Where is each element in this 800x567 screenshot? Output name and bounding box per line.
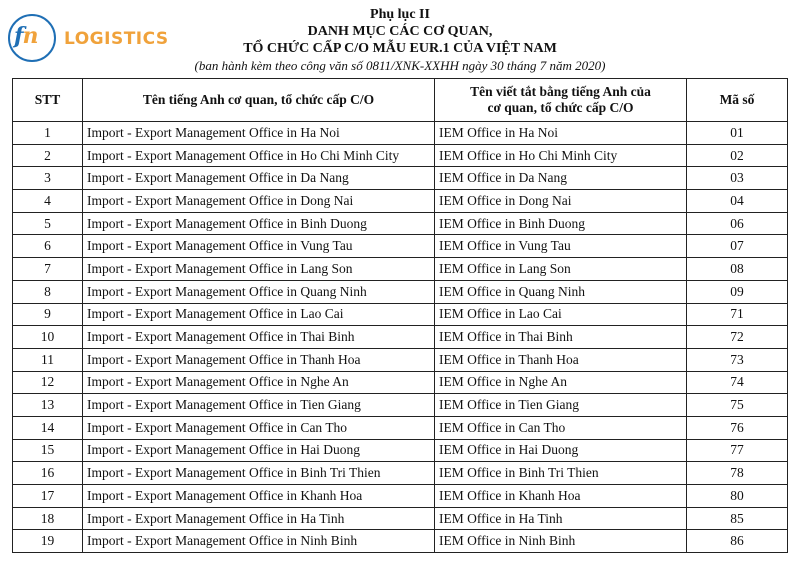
cell-stt: 15 (13, 439, 83, 462)
table-row (13, 371, 788, 394)
cell-name: Import - Export Management Office in Lang Son (83, 258, 435, 281)
col-header-abbr-line-1: Tên viết tắt bằng tiếng Anh của (470, 84, 651, 99)
cell-stt: 12 (13, 371, 83, 394)
cell-name: Import - Export Management Office in Ha Noi (83, 122, 435, 145)
col-header-abbr-line-2: cơ quan, tổ chức cấp C/O (487, 100, 634, 115)
cell-abbr: IEM Office in Ho Chi Minh City (435, 144, 687, 167)
cell-code: 85 (687, 507, 788, 530)
cell-code: 76 (687, 416, 788, 439)
cell-abbr: IEM Office in Binh Duong (435, 212, 687, 235)
table-row (13, 439, 788, 462)
cell-code: 01 (687, 122, 788, 145)
cell-abbr: IEM Office in Thanh Hoa (435, 348, 687, 371)
col-header-name: Tên tiếng Anh cơ quan, tổ chức cấp C/O (83, 79, 435, 122)
cell-name: Import - Export Management Office in Nghe An (83, 371, 435, 394)
cell-code: 06 (687, 212, 788, 235)
cell-name: Import - Export Management Office in Lao Cai (83, 303, 435, 326)
appendix-title: Phụ lục II (370, 7, 430, 22)
document-subtitle: (ban hành kèm theo công văn số 0811/XNK-XXHH ngày 30 tháng 7 năm 2020) (194, 58, 606, 73)
cell-code: 77 (687, 439, 788, 462)
cell-name: Import - Export Management Office in Quang Ninh (83, 280, 435, 303)
cell-stt: 3 (13, 167, 83, 190)
cell-stt: 1 (13, 122, 83, 145)
table-row (13, 258, 788, 281)
cell-code: 08 (687, 258, 788, 281)
cell-name: Import - Export Management Office in Ha Tinh (83, 507, 435, 530)
cell-abbr: IEM Office in Nghe An (435, 371, 687, 394)
col-header-code: Mã số (687, 79, 788, 122)
cell-abbr: IEM Office in Binh Tri Thien (435, 462, 687, 485)
table-row (13, 235, 788, 258)
cell-code: 09 (687, 280, 788, 303)
cell-stt: 5 (13, 212, 83, 235)
cell-name: Import - Export Management Office in Ninh Binh (83, 530, 435, 553)
cell-name: Import - Export Management Office in Tien Giang (83, 394, 435, 417)
table-row (13, 485, 788, 508)
cell-name: Import - Export Management Office in Da Nang (83, 167, 435, 190)
cell-name: Import - Export Management Office in Vung Tau (83, 235, 435, 258)
cell-name: Import - Export Management Office in Can Tho (83, 416, 435, 439)
cell-code: 03 (687, 167, 788, 190)
cell-abbr: IEM Office in Da Nang (435, 167, 687, 190)
table-row (13, 462, 788, 485)
cell-stt: 8 (13, 280, 83, 303)
cell-stt: 9 (13, 303, 83, 326)
cell-abbr: IEM Office in Ninh Binh (435, 530, 687, 553)
cell-name: Import - Export Management Office in Ho Chi Minh City (83, 144, 435, 167)
cell-code: 71 (687, 303, 788, 326)
cell-code: 86 (687, 530, 788, 553)
cell-stt: 10 (13, 326, 83, 349)
cell-abbr: IEM Office in Lang Son (435, 258, 687, 281)
cell-abbr: IEM Office in Vung Tau (435, 235, 687, 258)
cell-abbr: IEM Office in Lao Cai (435, 303, 687, 326)
cell-name: Import - Export Management Office in Thanh Hoa (83, 348, 435, 371)
cell-abbr: IEM Office in Ha Tinh (435, 507, 687, 530)
cell-stt: 7 (13, 258, 83, 281)
cell-abbr: IEM Office in Tien Giang (435, 394, 687, 417)
cell-code: 07 (687, 235, 788, 258)
cell-stt: 11 (13, 348, 83, 371)
cell-name: Import - Export Management Office in Thai Binh (83, 326, 435, 349)
cell-code: 78 (687, 462, 788, 485)
logo-mark-f: f (14, 23, 23, 49)
cell-name: Import - Export Management Office in Khanh Hoa (83, 485, 435, 508)
cell-stt: 19 (13, 530, 83, 553)
table-row (13, 530, 788, 553)
cell-abbr: IEM Office in Hai Duong (435, 439, 687, 462)
table-row (13, 167, 788, 190)
cell-stt: 2 (13, 144, 83, 167)
cell-abbr: IEM Office in Can Tho (435, 416, 687, 439)
cell-stt: 17 (13, 485, 83, 508)
table-row (13, 190, 788, 213)
table-row (13, 122, 788, 145)
table-header-row (13, 79, 788, 122)
cell-code: 75 (687, 394, 788, 417)
table-row (13, 416, 788, 439)
table-row (13, 507, 788, 530)
cell-code: 02 (687, 144, 788, 167)
cell-stt: 4 (13, 190, 83, 213)
document-header (0, 6, 800, 74)
table-row (13, 280, 788, 303)
cell-stt: 13 (13, 394, 83, 417)
cell-stt: 18 (13, 507, 83, 530)
col-header-stt: STT (13, 79, 83, 122)
cell-code: 72 (687, 326, 788, 349)
cell-abbr: IEM Office in Dong Nai (435, 190, 687, 213)
cell-abbr: IEM Office in Khanh Hoa (435, 485, 687, 508)
cell-abbr: IEM Office in Thai Binh (435, 326, 687, 349)
document-title-line-1: DANH MỤC CÁC CƠ QUAN, (307, 24, 493, 39)
cell-stt: 6 (13, 235, 83, 258)
cell-name: Import - Export Management Office in Binh Tri Thien (83, 462, 435, 485)
table-row (13, 348, 788, 371)
cell-code: 04 (687, 190, 788, 213)
cell-name: Import - Export Management Office in Dong Nai (83, 190, 435, 213)
cell-name: Import - Export Management Office in Hai Duong (83, 439, 435, 462)
document-title-line-2: TỔ CHỨC CẤP C/O MẪU EUR.1 CỦA VIỆT NAM (243, 41, 557, 56)
cell-abbr: IEM Office in Quang Ninh (435, 280, 687, 303)
logo-mark-n: n (22, 23, 38, 49)
table-row (13, 303, 788, 326)
issuing-offices-table (12, 78, 788, 553)
table-row (13, 212, 788, 235)
cell-code: 74 (687, 371, 788, 394)
table-row (13, 326, 788, 349)
logo-text: LOGISTICS (64, 29, 169, 49)
table-row (13, 144, 788, 167)
table-row (13, 394, 788, 417)
cell-abbr: IEM Office in Ha Noi (435, 122, 687, 145)
col-header-abbr (435, 79, 687, 122)
cell-stt: 16 (13, 462, 83, 485)
cell-code: 80 (687, 485, 788, 508)
cell-name: Import - Export Management Office in Binh Duong (83, 212, 435, 235)
cell-code: 73 (687, 348, 788, 371)
cell-stt: 14 (13, 416, 83, 439)
